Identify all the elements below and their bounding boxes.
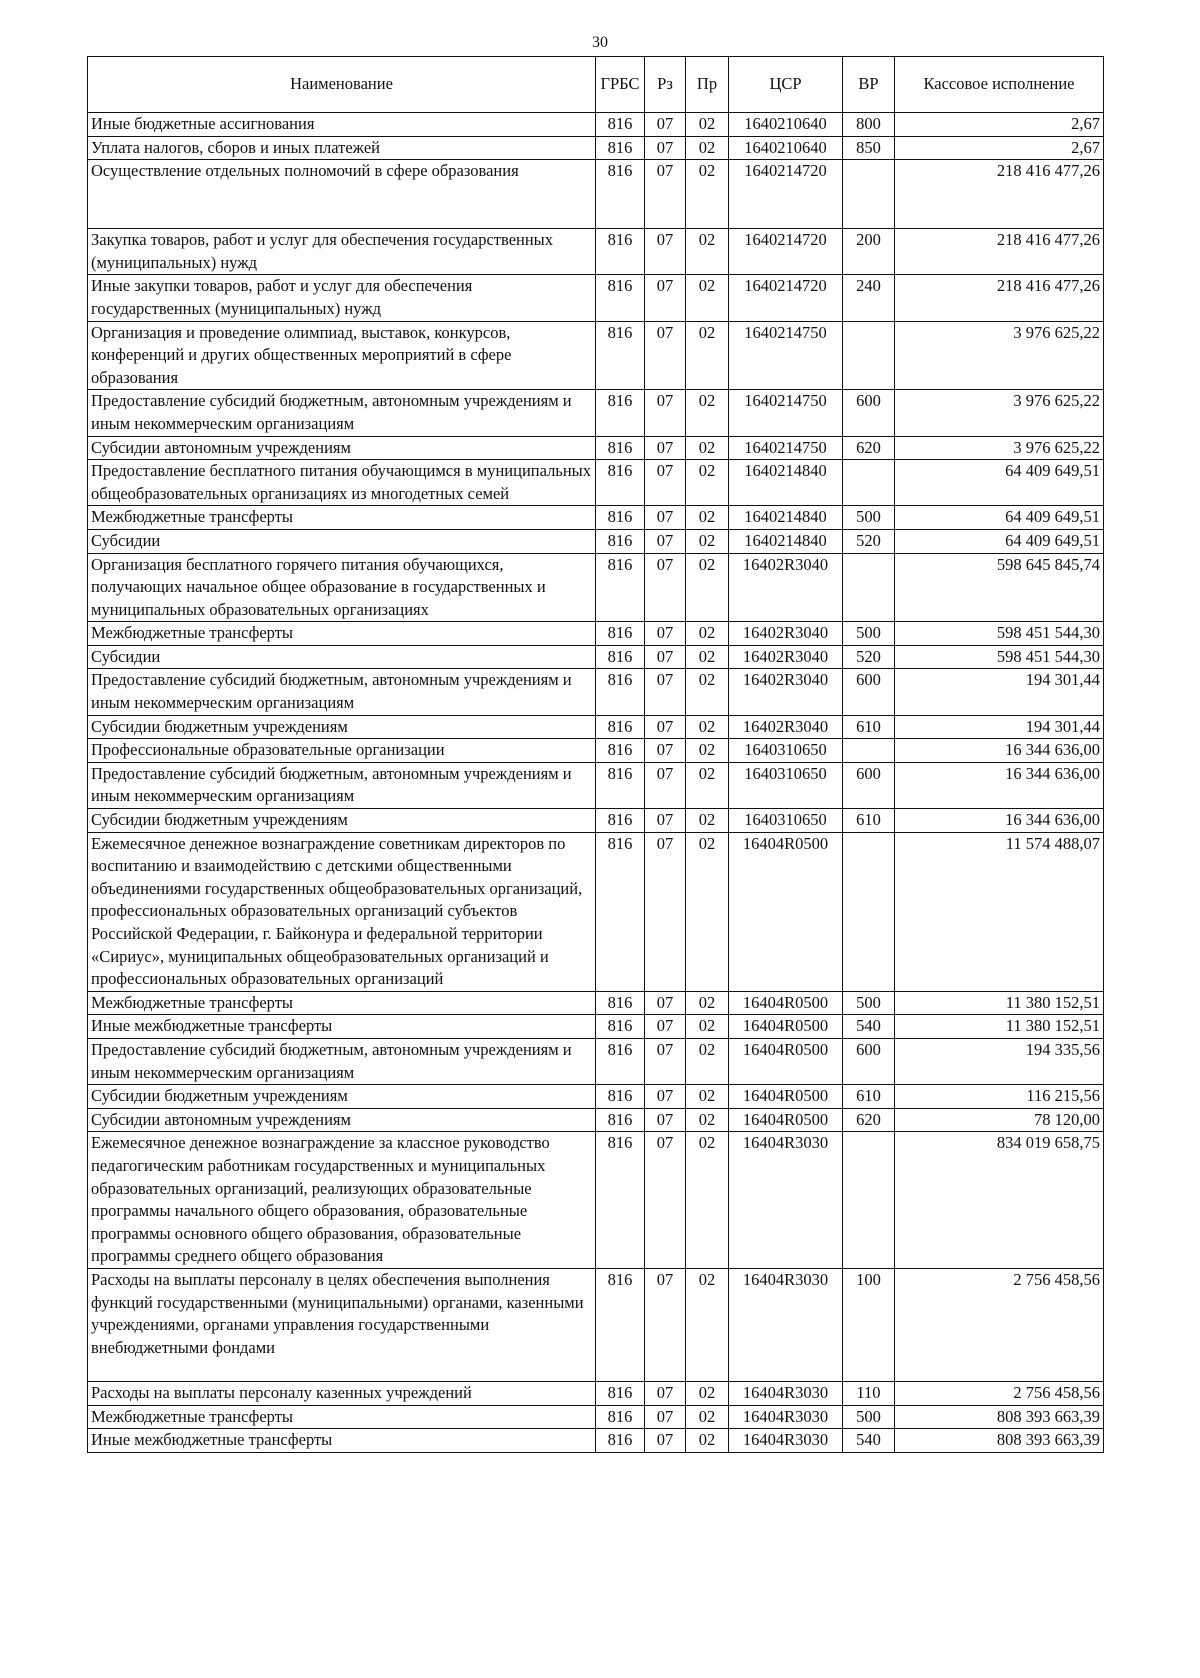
table-row xyxy=(88,1132,1104,1269)
cell-vr: 600 xyxy=(843,669,895,715)
cell-vr: 520 xyxy=(843,529,895,553)
table-row xyxy=(88,506,1104,530)
table-row xyxy=(88,832,1104,991)
cell-sum: 2 756 458,56 xyxy=(895,1268,1104,1381)
cell-rz: 07 xyxy=(645,669,686,715)
cell-vr xyxy=(843,160,895,229)
table-row xyxy=(88,136,1104,160)
cell-sum: 3 976 625,22 xyxy=(895,321,1104,390)
cell-sum: 64 409 649,51 xyxy=(895,460,1104,506)
cell-name: Закупка товаров, работ и услуг для обеспечения государственных (муниципальных) нужд xyxy=(88,229,596,275)
cell-grbs: 816 xyxy=(596,832,645,991)
cell-rz: 07 xyxy=(645,1085,686,1109)
cell-name: Субсидии автономным учреждениям xyxy=(88,436,596,460)
cell-rz: 07 xyxy=(645,1429,686,1453)
cell-csr: 16404R3030 xyxy=(729,1268,843,1381)
cell-sum: 218 416 477,26 xyxy=(895,160,1104,229)
table-row xyxy=(88,1108,1104,1132)
cell-sum: 16 344 636,00 xyxy=(895,762,1104,808)
table-row xyxy=(88,1268,1104,1381)
table-body xyxy=(88,113,1104,1453)
cell-grbs: 816 xyxy=(596,669,645,715)
cell-name: Ежемесячное денежное вознаграждение за классное руководство педагогическим работникам государственных и муниципальных образовательных организаций, реализующих образовательные программы начального общего образования, образовательные программы основного общего образования, образовательные программы среднего общего образования xyxy=(88,1132,596,1269)
cell-name: Межбюджетные трансферты xyxy=(88,1405,596,1429)
cell-grbs: 816 xyxy=(596,645,645,669)
cell-pr: 02 xyxy=(686,1405,729,1429)
cell-sum: 78 120,00 xyxy=(895,1108,1104,1132)
cell-vr: 540 xyxy=(843,1015,895,1039)
table-row xyxy=(88,1038,1104,1084)
table-row xyxy=(88,529,1104,553)
table-row xyxy=(88,762,1104,808)
cell-rz: 07 xyxy=(645,645,686,669)
cell-grbs: 816 xyxy=(596,991,645,1015)
cell-pr: 02 xyxy=(686,1085,729,1109)
table-row xyxy=(88,991,1104,1015)
cell-rz: 07 xyxy=(645,832,686,991)
table-row xyxy=(88,321,1104,390)
table-row xyxy=(88,809,1104,833)
cell-vr: 500 xyxy=(843,622,895,646)
header-grbs: ГРБС xyxy=(596,57,645,113)
cell-vr: 110 xyxy=(843,1381,895,1405)
cell-grbs: 816 xyxy=(596,136,645,160)
table-row xyxy=(88,553,1104,622)
cell-sum: 194 301,44 xyxy=(895,669,1104,715)
cell-grbs: 816 xyxy=(596,529,645,553)
cell-vr: 500 xyxy=(843,1405,895,1429)
cell-grbs: 816 xyxy=(596,390,645,436)
cell-pr: 02 xyxy=(686,1038,729,1084)
cell-csr: 1640214750 xyxy=(729,321,843,390)
cell-pr: 02 xyxy=(686,622,729,646)
cell-grbs: 816 xyxy=(596,1015,645,1039)
table-row xyxy=(88,739,1104,763)
cell-vr: 540 xyxy=(843,1429,895,1453)
cell-grbs: 816 xyxy=(596,1429,645,1453)
cell-csr: 1640214840 xyxy=(729,506,843,530)
cell-grbs: 816 xyxy=(596,1038,645,1084)
cell-rz: 07 xyxy=(645,160,686,229)
cell-csr: 1640210640 xyxy=(729,136,843,160)
cell-csr: 16404R3030 xyxy=(729,1405,843,1429)
cell-sum: 3 976 625,22 xyxy=(895,436,1104,460)
cell-vr: 600 xyxy=(843,762,895,808)
header-sum: Кассовое исполнение xyxy=(895,57,1104,113)
cell-grbs: 816 xyxy=(596,113,645,137)
cell-pr: 02 xyxy=(686,669,729,715)
cell-pr: 02 xyxy=(686,390,729,436)
cell-csr: 1640214750 xyxy=(729,436,843,460)
cell-rz: 07 xyxy=(645,229,686,275)
cell-rz: 07 xyxy=(645,1015,686,1039)
cell-rz: 07 xyxy=(645,506,686,530)
cell-grbs: 816 xyxy=(596,229,645,275)
cell-sum: 2,67 xyxy=(895,136,1104,160)
cell-name: Субсидии бюджетным учреждениям xyxy=(88,715,596,739)
cell-name: Предоставление субсидий бюджетным, автономным учреждениям и иным некоммерческим организациям xyxy=(88,669,596,715)
cell-vr: 200 xyxy=(843,229,895,275)
cell-pr: 02 xyxy=(686,229,729,275)
cell-rz: 07 xyxy=(645,136,686,160)
cell-rz: 07 xyxy=(645,275,686,321)
cell-csr: 16404R3030 xyxy=(729,1429,843,1453)
cell-csr: 1640214840 xyxy=(729,460,843,506)
table-row xyxy=(88,669,1104,715)
table-row xyxy=(88,160,1104,229)
cell-grbs: 816 xyxy=(596,460,645,506)
cell-csr: 1640210640 xyxy=(729,113,843,137)
cell-rz: 07 xyxy=(645,991,686,1015)
cell-name: Осуществление отдельных полномочий в сфере образования xyxy=(88,160,596,229)
table-row xyxy=(88,622,1104,646)
cell-csr: 16402R3040 xyxy=(729,669,843,715)
cell-csr: 1640214750 xyxy=(729,390,843,436)
cell-pr: 02 xyxy=(686,113,729,137)
cell-rz: 07 xyxy=(645,809,686,833)
cell-grbs: 816 xyxy=(596,715,645,739)
cell-sum: 218 416 477,26 xyxy=(895,275,1104,321)
cell-pr: 02 xyxy=(686,321,729,390)
cell-name: Межбюджетные трансферты xyxy=(88,506,596,530)
cell-pr: 02 xyxy=(686,1268,729,1381)
cell-vr: 600 xyxy=(843,390,895,436)
cell-vr: 850 xyxy=(843,136,895,160)
header-row xyxy=(88,57,1104,113)
header-pr: Пр xyxy=(686,57,729,113)
cell-pr: 02 xyxy=(686,991,729,1015)
cell-vr: 610 xyxy=(843,809,895,833)
cell-pr: 02 xyxy=(686,529,729,553)
table-row xyxy=(88,645,1104,669)
cell-rz: 07 xyxy=(645,553,686,622)
cell-grbs: 816 xyxy=(596,622,645,646)
cell-csr: 16404R0500 xyxy=(729,1085,843,1109)
cell-sum: 808 393 663,39 xyxy=(895,1405,1104,1429)
cell-rz: 07 xyxy=(645,436,686,460)
cell-pr: 02 xyxy=(686,136,729,160)
cell-csr: 16402R3040 xyxy=(729,715,843,739)
table-row xyxy=(88,436,1104,460)
cell-grbs: 816 xyxy=(596,160,645,229)
cell-csr: 1640214720 xyxy=(729,160,843,229)
cell-vr: 520 xyxy=(843,645,895,669)
cell-pr: 02 xyxy=(686,809,729,833)
header-name: Наименование xyxy=(88,57,596,113)
cell-rz: 07 xyxy=(645,460,686,506)
cell-grbs: 816 xyxy=(596,1405,645,1429)
cell-vr: 610 xyxy=(843,715,895,739)
cell-vr xyxy=(843,739,895,763)
cell-grbs: 816 xyxy=(596,506,645,530)
cell-sum: 16 344 636,00 xyxy=(895,739,1104,763)
cell-name: Субсидии бюджетным учреждениям xyxy=(88,1085,596,1109)
cell-csr: 1640214720 xyxy=(729,275,843,321)
cell-pr: 02 xyxy=(686,506,729,530)
cell-vr xyxy=(843,832,895,991)
cell-vr: 800 xyxy=(843,113,895,137)
cell-csr: 16404R3030 xyxy=(729,1381,843,1405)
cell-grbs: 816 xyxy=(596,1108,645,1132)
table-row xyxy=(88,1429,1104,1453)
table-row xyxy=(88,390,1104,436)
cell-name: Организация и проведение олимпиад, выставок, конкурсов, конференций и других общественных мероприятий в сфере образования xyxy=(88,321,596,390)
cell-pr: 02 xyxy=(686,1132,729,1269)
cell-sum: 834 019 658,75 xyxy=(895,1132,1104,1269)
cell-sum: 116 215,56 xyxy=(895,1085,1104,1109)
cell-sum: 11 380 152,51 xyxy=(895,1015,1104,1039)
table-header xyxy=(88,57,1104,113)
cell-grbs: 816 xyxy=(596,321,645,390)
cell-name: Иные бюджетные ассигнования xyxy=(88,113,596,137)
cell-rz: 07 xyxy=(645,1268,686,1381)
cell-pr: 02 xyxy=(686,436,729,460)
cell-rz: 07 xyxy=(645,1108,686,1132)
cell-pr: 02 xyxy=(686,275,729,321)
cell-name: Предоставление субсидий бюджетным, автономным учреждениям и иным некоммерческим организациям xyxy=(88,762,596,808)
cell-sum: 11 574 488,07 xyxy=(895,832,1104,991)
cell-vr xyxy=(843,321,895,390)
table-row xyxy=(88,1085,1104,1109)
cell-csr: 1640310650 xyxy=(729,762,843,808)
cell-rz: 07 xyxy=(645,1381,686,1405)
cell-pr: 02 xyxy=(686,160,729,229)
cell-csr: 1640214720 xyxy=(729,229,843,275)
cell-csr: 16402R3040 xyxy=(729,645,843,669)
cell-pr: 02 xyxy=(686,460,729,506)
cell-csr: 1640214840 xyxy=(729,529,843,553)
cell-name: Расходы на выплаты персоналу казенных учреждений xyxy=(88,1381,596,1405)
cell-name: Иные межбюджетные трансферты xyxy=(88,1429,596,1453)
cell-rz: 07 xyxy=(645,390,686,436)
cell-rz: 07 xyxy=(645,321,686,390)
cell-rz: 07 xyxy=(645,1405,686,1429)
cell-rz: 07 xyxy=(645,1038,686,1084)
cell-vr xyxy=(843,1132,895,1269)
cell-sum: 218 416 477,26 xyxy=(895,229,1104,275)
cell-csr: 16404R3030 xyxy=(729,1132,843,1269)
cell-pr: 02 xyxy=(686,715,729,739)
cell-rz: 07 xyxy=(645,529,686,553)
cell-pr: 02 xyxy=(686,1381,729,1405)
cell-pr: 02 xyxy=(686,1429,729,1453)
cell-name: Уплата налогов, сборов и иных платежей xyxy=(88,136,596,160)
table-row xyxy=(88,229,1104,275)
cell-vr: 240 xyxy=(843,275,895,321)
table-row xyxy=(88,460,1104,506)
cell-csr: 16404R0500 xyxy=(729,1038,843,1084)
cell-name: Предоставление бесплатного питания обучающимся в муниципальных общеобразовательных организациях из многодетных семей xyxy=(88,460,596,506)
cell-grbs: 816 xyxy=(596,809,645,833)
cell-pr: 02 xyxy=(686,739,729,763)
cell-name: Профессиональные образовательные организации xyxy=(88,739,596,763)
cell-pr: 02 xyxy=(686,1108,729,1132)
table-row xyxy=(88,1015,1104,1039)
cell-csr: 1640310650 xyxy=(729,739,843,763)
table-row xyxy=(88,113,1104,137)
cell-vr: 100 xyxy=(843,1268,895,1381)
cell-csr: 1640310650 xyxy=(729,809,843,833)
table-row xyxy=(88,1381,1104,1405)
cell-sum: 3 976 625,22 xyxy=(895,390,1104,436)
cell-vr: 500 xyxy=(843,506,895,530)
cell-name: Ежемесячное денежное вознаграждение советникам директоров по воспитанию и взаимодействию с детскими общественными объединениями государственных общеобразовательных организаций, профессиональных образовательных организаций субъектов Российской Федерации, г. Байконура и федеральной территории «Сириус», муниципальных общеобразовательных организаций и профессиональных образовательных организаций xyxy=(88,832,596,991)
cell-vr xyxy=(843,553,895,622)
cell-sum: 194 335,56 xyxy=(895,1038,1104,1084)
cell-name: Субсидии xyxy=(88,529,596,553)
cell-grbs: 816 xyxy=(596,762,645,808)
cell-sum: 808 393 663,39 xyxy=(895,1429,1104,1453)
cell-name: Предоставление субсидий бюджетным, автономным учреждениям и иным некоммерческим организациям xyxy=(88,1038,596,1084)
cell-sum: 64 409 649,51 xyxy=(895,529,1104,553)
cell-rz: 07 xyxy=(645,1132,686,1269)
cell-sum: 11 380 152,51 xyxy=(895,991,1104,1015)
cell-name: Предоставление субсидий бюджетным, автономным учреждениям и иным некоммерческим организациям xyxy=(88,390,596,436)
header-vr: ВР xyxy=(843,57,895,113)
cell-rz: 07 xyxy=(645,715,686,739)
cell-sum: 16 344 636,00 xyxy=(895,809,1104,833)
budget-execution-table xyxy=(87,56,1104,1453)
cell-rz: 07 xyxy=(645,762,686,808)
cell-vr: 500 xyxy=(843,991,895,1015)
cell-name: Расходы на выплаты персоналу в целях обеспечения выполнения функций государственными (муниципальными) органами, казенными учреждениями, органами управления государственными внебюджетными фондами xyxy=(88,1268,596,1381)
cell-grbs: 816 xyxy=(596,1268,645,1381)
cell-csr: 16404R0500 xyxy=(729,1015,843,1039)
cell-csr: 16404R0500 xyxy=(729,991,843,1015)
table-row xyxy=(88,1405,1104,1429)
cell-sum: 194 301,44 xyxy=(895,715,1104,739)
page-number: 30 xyxy=(592,34,608,51)
cell-name: Субсидии xyxy=(88,645,596,669)
cell-rz: 07 xyxy=(645,622,686,646)
cell-grbs: 816 xyxy=(596,739,645,763)
cell-grbs: 816 xyxy=(596,275,645,321)
table-row xyxy=(88,275,1104,321)
cell-csr: 16404R0500 xyxy=(729,832,843,991)
table-row xyxy=(88,715,1104,739)
cell-sum: 2,67 xyxy=(895,113,1104,137)
cell-csr: 16404R0500 xyxy=(729,1108,843,1132)
header-rz: Рз xyxy=(645,57,686,113)
cell-grbs: 816 xyxy=(596,1132,645,1269)
cell-vr: 620 xyxy=(843,1108,895,1132)
cell-vr: 600 xyxy=(843,1038,895,1084)
cell-sum: 64 409 649,51 xyxy=(895,506,1104,530)
cell-name: Иные закупки товаров, работ и услуг для обеспечения государственных (муниципальных) нужд xyxy=(88,275,596,321)
cell-grbs: 816 xyxy=(596,1381,645,1405)
cell-name: Субсидии автономным учреждениям xyxy=(88,1108,596,1132)
cell-name: Межбюджетные трансферты xyxy=(88,622,596,646)
cell-name: Межбюджетные трансферты xyxy=(88,991,596,1015)
cell-csr: 16402R3040 xyxy=(729,553,843,622)
cell-name: Организация бесплатного горячего питания обучающихся, получающих начальное общее образование в государственных и муниципальных образовательных организациях xyxy=(88,553,596,622)
cell-sum: 2 756 458,56 xyxy=(895,1381,1104,1405)
cell-grbs: 816 xyxy=(596,553,645,622)
cell-pr: 02 xyxy=(686,645,729,669)
cell-pr: 02 xyxy=(686,1015,729,1039)
cell-name: Иные межбюджетные трансферты xyxy=(88,1015,596,1039)
cell-grbs: 816 xyxy=(596,436,645,460)
cell-rz: 07 xyxy=(645,739,686,763)
cell-sum: 598 451 544,30 xyxy=(895,645,1104,669)
cell-vr xyxy=(843,460,895,506)
cell-sum: 598 451 544,30 xyxy=(895,622,1104,646)
cell-pr: 02 xyxy=(686,762,729,808)
cell-grbs: 816 xyxy=(596,1085,645,1109)
cell-vr: 620 xyxy=(843,436,895,460)
cell-pr: 02 xyxy=(686,832,729,991)
cell-sum: 598 645 845,74 xyxy=(895,553,1104,622)
cell-vr: 610 xyxy=(843,1085,895,1109)
header-csr: ЦСР xyxy=(729,57,843,113)
cell-csr: 16402R3040 xyxy=(729,622,843,646)
cell-pr: 02 xyxy=(686,553,729,622)
cell-rz: 07 xyxy=(645,113,686,137)
cell-name: Субсидии бюджетным учреждениям xyxy=(88,809,596,833)
